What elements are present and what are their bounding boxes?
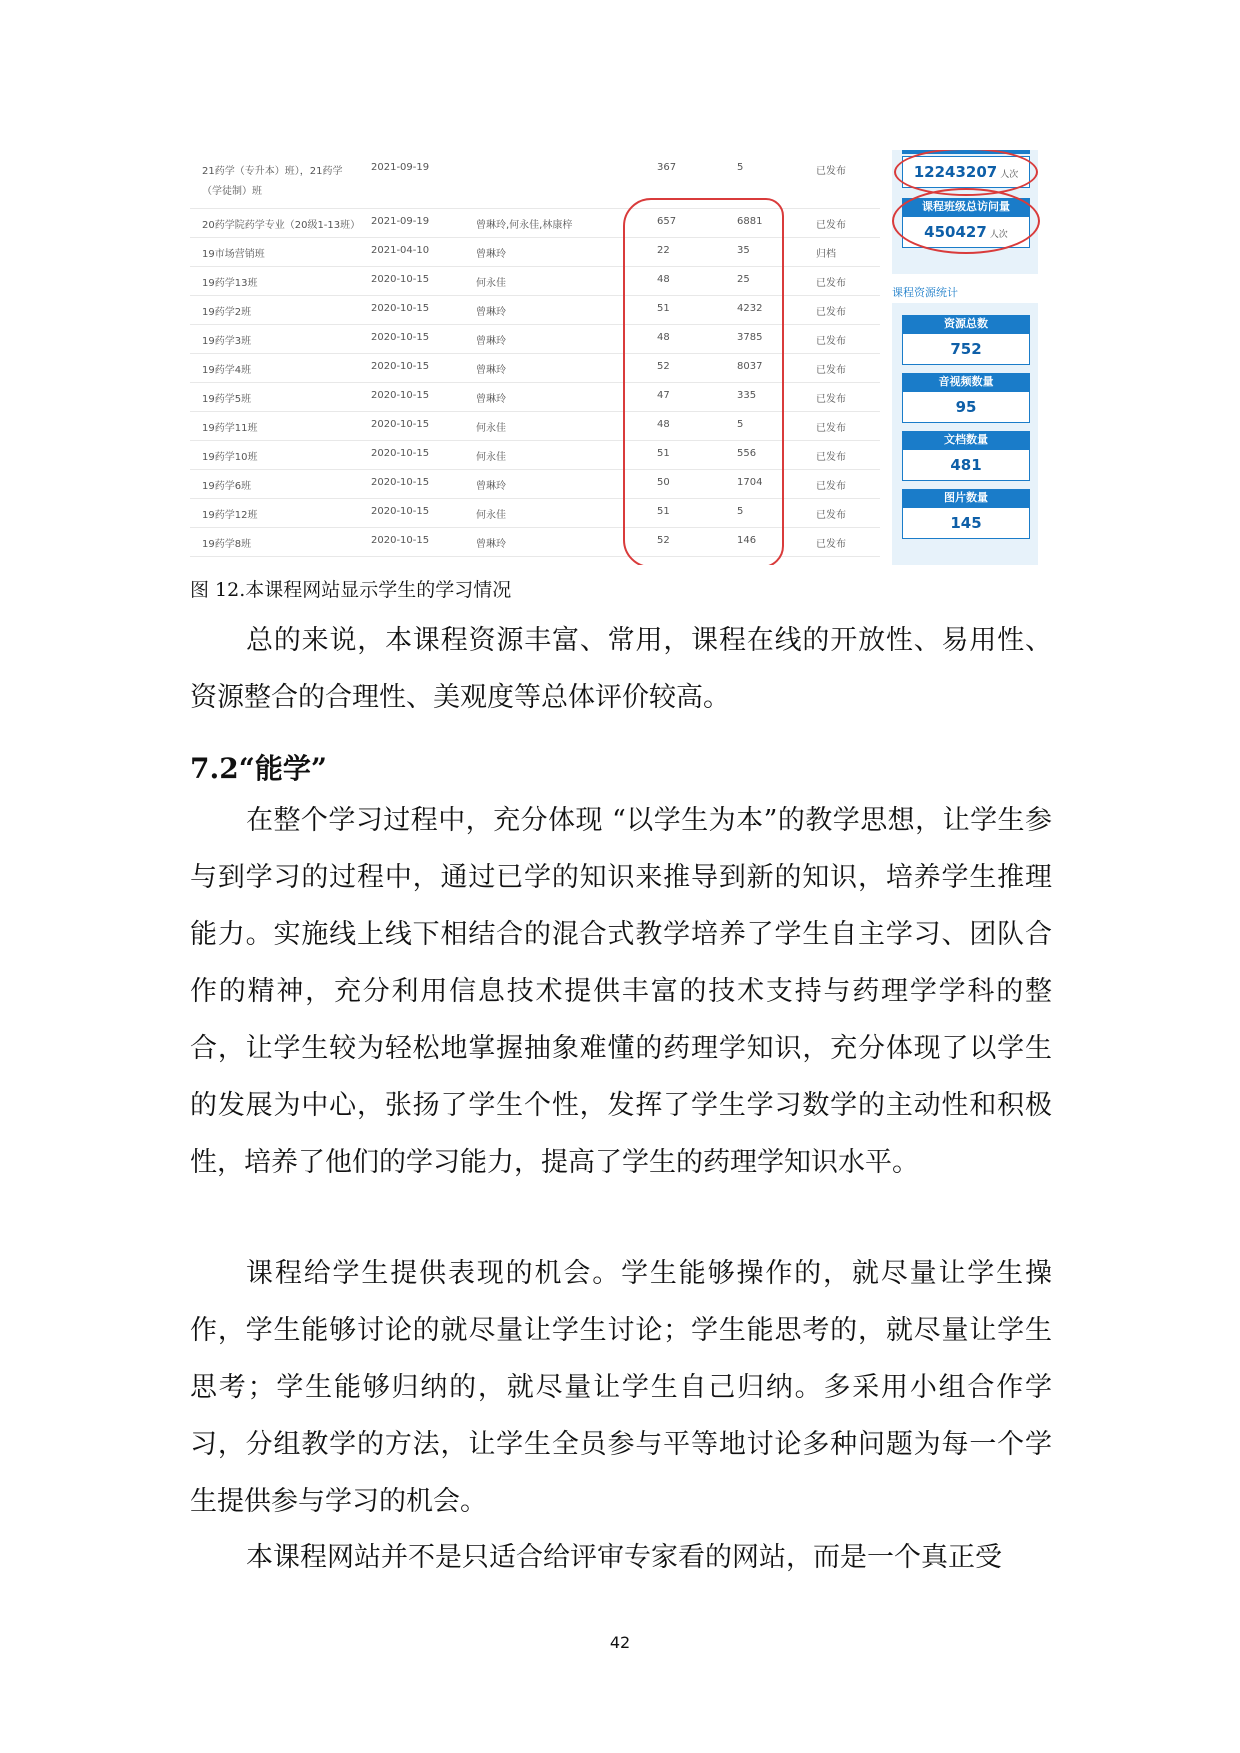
status-cell: 已发布	[816, 278, 846, 289]
class-name-cell-line2: （学徒制）班	[202, 186, 262, 197]
visit-count-cell: 335	[737, 390, 757, 401]
page-number: 42	[609, 1633, 631, 1652]
section-heading: 7.2“能学”	[190, 752, 327, 785]
teacher-cell: 何永佳	[476, 452, 506, 463]
class-name-cell: 19药学12班	[202, 510, 258, 521]
class-name-cell: 20药学院药学专业（20级1-13班）	[202, 220, 361, 231]
teacher-cell: 曾琳玲	[476, 336, 506, 347]
date-cell: 2020-10-15	[371, 448, 430, 459]
status-cell: 归档	[816, 249, 836, 260]
date-cell: 2020-10-15	[371, 274, 430, 285]
visit-count-cell: 6881	[737, 216, 763, 227]
paragraph-opportunity: 课程给学生提供表现的机会。学生能够操作的，就尽量让学生操作，学生能够讨论的就尽量让学生讨论；学生能思考的，就尽量让学生思考；学生能够归纳的，就尽量让学生自己归纳。多采用小组合作学习，分组教学的方法，让学生全员参与平等地讨论多种问题为每一个学生提供参与学习的机会。	[190, 1258, 1052, 1517]
status-cell: 已发布	[816, 394, 846, 405]
teacher-cell: 曾琳玲,何永佳,林康梓	[476, 220, 573, 231]
date-cell: 2020-10-15	[371, 332, 430, 343]
av-count-title: 音视频数量	[902, 373, 1030, 391]
date-cell: 2020-10-15	[371, 303, 430, 314]
visit-count-cell: 5	[737, 419, 744, 430]
red-highlight-columns	[623, 198, 784, 565]
student-count-cell: 47	[657, 390, 670, 401]
date-cell: 2021-09-19	[371, 162, 430, 173]
date-cell: 2020-10-15	[371, 419, 430, 430]
image-count-title: 图片数量	[902, 489, 1030, 507]
student-count-cell: 52	[657, 361, 670, 372]
status-cell: 已发布	[816, 539, 846, 550]
student-count-cell: 22	[657, 245, 670, 256]
class-visits-value: 450427 人次	[902, 216, 1030, 248]
resource-total-title: 资源总数	[902, 315, 1030, 333]
class-name-cell: 19药学8班	[202, 539, 252, 550]
visit-count-cell: 1704	[737, 477, 763, 488]
status-cell: 已发布	[816, 510, 846, 521]
visit-count-cell: 8037	[737, 361, 763, 372]
status-cell: 已发布	[816, 166, 846, 177]
status-cell: 已发布	[816, 220, 846, 231]
student-count-cell: 50	[657, 477, 670, 488]
teacher-cell: 曾琳玲	[476, 539, 506, 550]
class-name-cell: 19市场营销班	[202, 249, 265, 260]
image-count-value: 145	[902, 507, 1030, 539]
status-cell: 已发布	[816, 307, 846, 318]
date-cell: 2021-09-19	[371, 216, 430, 227]
teacher-cell: 何永佳	[476, 278, 506, 289]
paragraph-website: 本课程网站并不是只适合给评审专家看的网站，而是一个真正受	[246, 1542, 1002, 1573]
red-oval-class	[892, 188, 1040, 254]
student-count-cell: 367	[657, 162, 677, 173]
status-cell: 已发布	[816, 481, 846, 492]
class-visits-title: 课程班级总访问量	[902, 198, 1030, 216]
table-row	[190, 150, 880, 209]
visit-count-cell: 25	[737, 274, 750, 285]
student-count-cell: 48	[657, 274, 670, 285]
figure-caption: 图 12.本课程网站显示学生的学习情况	[190, 579, 512, 601]
class-name-cell: 19药学3班	[202, 336, 252, 347]
visit-count-cell: 3785	[737, 332, 763, 343]
student-count-cell: 51	[657, 448, 670, 459]
status-cell: 已发布	[816, 365, 846, 376]
teacher-cell: 曾琳玲	[476, 307, 506, 318]
doc-count-title: 文档数量	[902, 431, 1030, 449]
class-name-cell: 19药学4班	[202, 365, 252, 376]
resource-stats-panel	[892, 303, 1038, 565]
class-name-cell: 19药学5班	[202, 394, 252, 405]
student-count-cell: 48	[657, 419, 670, 430]
resource-total-value: 752	[902, 333, 1030, 365]
visit-count-cell: 4232	[737, 303, 763, 314]
date-cell: 2020-10-15	[371, 390, 430, 401]
class-name-cell: 19药学13班	[202, 278, 258, 289]
class-name-cell: 19药学11班	[202, 423, 258, 434]
status-cell: 已发布	[816, 452, 846, 463]
av-count-value: 95	[902, 391, 1030, 423]
visit-stats-panel	[892, 150, 1038, 274]
total-visits-value: 12243207 人次	[902, 156, 1030, 188]
teacher-cell: 曾琳玲	[476, 481, 506, 492]
visit-count-cell: 35	[737, 245, 750, 256]
visit-count-cell: 146	[737, 535, 757, 546]
status-cell: 已发布	[816, 336, 846, 347]
paragraph-summary: 总的来说，本课程资源丰富、常用，课程在线的开放性、易用性、资源整合的合理性、美观度等总体评价较高。	[190, 625, 1052, 713]
teacher-cell: 何永佳	[476, 510, 506, 521]
teacher-cell: 曾琳玲	[476, 365, 506, 376]
student-count-cell: 48	[657, 332, 670, 343]
teacher-cell: 曾琳玲	[476, 249, 506, 260]
student-count-cell: 52	[657, 535, 670, 546]
date-cell: 2020-10-15	[371, 361, 430, 372]
student-count-cell: 657	[657, 216, 677, 227]
visit-count-cell: 5	[737, 506, 744, 517]
class-name-cell: 19药学10班	[202, 452, 258, 463]
doc-count-value: 481	[902, 449, 1030, 481]
teacher-cell: 何永佳	[476, 423, 506, 434]
date-cell: 2020-10-15	[371, 506, 430, 517]
visit-count-cell: 5	[737, 162, 744, 173]
class-name-cell: 21药学（专升本）班），21药学	[202, 166, 343, 177]
student-count-cell: 51	[657, 303, 670, 314]
status-cell: 已发布	[816, 423, 846, 434]
student-count-cell: 51	[657, 506, 670, 517]
date-cell: 2020-10-15	[371, 477, 430, 488]
course-stats-screenshot	[190, 150, 1060, 565]
resource-stats-caption: 课程资源统计	[892, 286, 958, 299]
visit-count-cell: 556	[737, 448, 757, 459]
date-cell: 2021-04-10	[371, 245, 430, 256]
class-name-cell: 19药学2班	[202, 307, 252, 318]
date-cell: 2020-10-15	[371, 535, 430, 546]
teacher-cell: 曾琳玲	[476, 394, 506, 405]
stats-sidebar	[892, 150, 1060, 565]
class-name-cell: 19药学6班	[202, 481, 252, 492]
paragraph-learning: 在整个学习过程中，充分体现 “以学生为本”的教学思想，让学生参与到学习的过程中，通过已学的知识来推导到新的知识，培养学生推理能力。实施线上线下相结合的混合式教学培养了学生自主学习、团队合作的精神，充分利用信息技术提供丰富的技术支持与药理学学科的整合，让学生较为轻松地掌握抽象难懂的药理学知识，充分体现了以学生的发展为中心，张扬了学生个性，发挥了学生学习数学的主动性和积极性，培养了他们的学习能力，提高了学生的药理学知识水平。	[190, 805, 1052, 1178]
